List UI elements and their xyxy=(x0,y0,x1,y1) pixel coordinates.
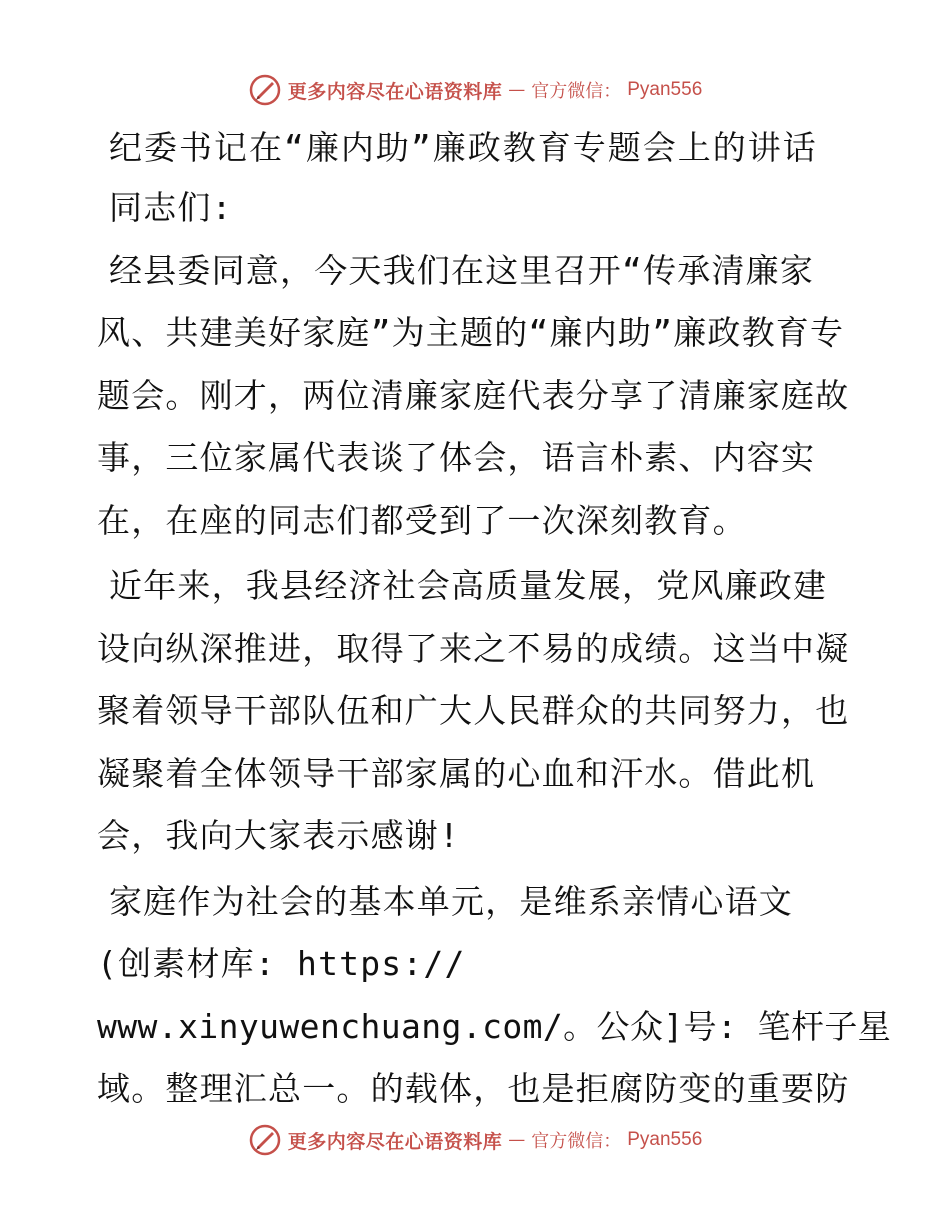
document-body xyxy=(97,119,892,1121)
paragraph-3-line-1: 家庭作为社会的基本单元，是维系亲情心语文 xyxy=(109,881,793,921)
paragraph-1: 经县委同意，今天我们在这里召开“传承清廉家风、共建美好家庭”为主题的“廉内助”廉政教育专题会。刚才，两位清廉家庭代表分享了清廉家庭故事，三位家属代表谈了体会，语言朴素、内容实在，在座的同志们都受到了一次深刻教育。 xyxy=(97,250,850,540)
banner-separator: — xyxy=(508,80,526,100)
banner-wechat-id: Pyan556 xyxy=(627,1129,703,1150)
banner-wechat-id: Pyan556 xyxy=(627,79,703,100)
paragraph-3-line-3: www.xinyuwenchuang.com/。公众]号: 笔杆子星 xyxy=(97,1006,892,1046)
paragraph-3 xyxy=(97,871,892,1121)
paragraph-3-line-4: 域。整理汇总一。的载体，也是拒腐防变的重要防 xyxy=(97,1069,850,1108)
banner-separator: — xyxy=(508,1130,526,1150)
footer-watermark-banner xyxy=(0,1120,950,1160)
banner-wechat-label: 官方微信： xyxy=(531,81,622,102)
banner-site-name: 更多内容尽在心语资料库 xyxy=(287,1130,503,1153)
paragraph-2: 近年来，我县经济社会高质量发展，党风廉政建设向纵深推进，取得了来之不易的成绩。这当中凝聚着领导干部队伍和广大人民群众的共同努力，也凝聚着全体领导干部家属的心血和汗水。借此机会，我向大家表示感谢! xyxy=(97,566,850,855)
quill-pen-logo-icon xyxy=(248,73,282,107)
paragraph-3-line-2: (创素材库: https:// xyxy=(97,944,466,983)
banner-site-name: 更多内容尽在心语资料库 xyxy=(287,80,503,103)
header-watermark-banner xyxy=(0,70,950,110)
quill-pen-logo-icon xyxy=(248,1123,282,1157)
greeting: 同志们: xyxy=(109,188,233,227)
banner-wechat-label: 官方微信： xyxy=(531,1131,622,1152)
document-title: 纪委书记在“廉内助”廉政教育专题会上的讲话 xyxy=(109,128,818,167)
